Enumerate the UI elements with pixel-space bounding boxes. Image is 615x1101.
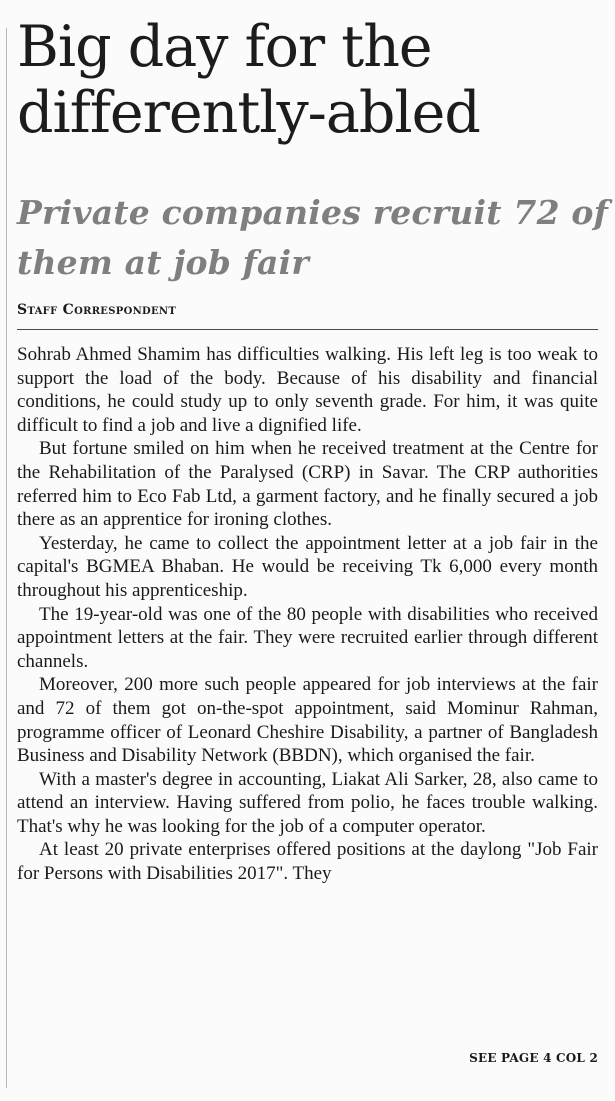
paragraph-3: Yesterday, he came to collect the appointment letter at a job fair in the capital's BGMEA Bhaban. He would be receiving Tk 6,000 every month throughout his apprenticeship. xyxy=(17,532,598,601)
byline-divider xyxy=(17,329,598,330)
paragraph-1: Sohrab Ahmed Shamim has difficulties walking. His left leg is too weak to support the load of the body. Because of his disability and financial conditions, he could study up to only seventh grade. For him, it was quite difficult to find a job and live a dignified life. xyxy=(17,344,598,436)
continuation-jump: SEE PAGE 4 COL 2 xyxy=(469,1051,598,1065)
paragraph-4: The 19-year-old was one of the 80 people with disabilities who received appointment letters at the fair. They were recruited earlier through different channels. xyxy=(17,603,598,672)
column-rule xyxy=(6,28,7,1088)
headline: Big day for the differently-abled xyxy=(17,14,480,146)
paragraph-5: Moreover, 200 more such people appeared for job interviews at the fair and 72 of them got on-the-spot appointment, said Mominur Rahman, programme officer of Leonard Cheshire Disability, a partner of Bangladesh Business and Disability Network (BBDN), which organised the fair. xyxy=(17,674,598,767)
paragraph-7: At least 20 private enterprises offered positions at the daylong "Job Fair for Persons with Disabilities 2017". They xyxy=(17,839,598,885)
paragraph-6: With a master's degree in accounting, Liakat Ali Sarker, 28, also came to attend an interview. Having suffered from polio, he faces trouble walking. That's why he was looking for the job of a computer operator. xyxy=(17,768,598,837)
byline: Staff Correspondent xyxy=(17,302,177,318)
paragraph-2: But fortune smiled on him when he received treatment at the Centre for the Rehabilitation of the Paralysed (CRP) in Savar. The CRP authorities referred him to Eco Fab Ltd, a garment factory, and he finally secured a job there as an apprentice for ironing clothes. xyxy=(17,438,598,531)
article-body xyxy=(17,343,598,886)
subheadline: Private companies recruit 72 of them at job fair xyxy=(17,193,609,282)
